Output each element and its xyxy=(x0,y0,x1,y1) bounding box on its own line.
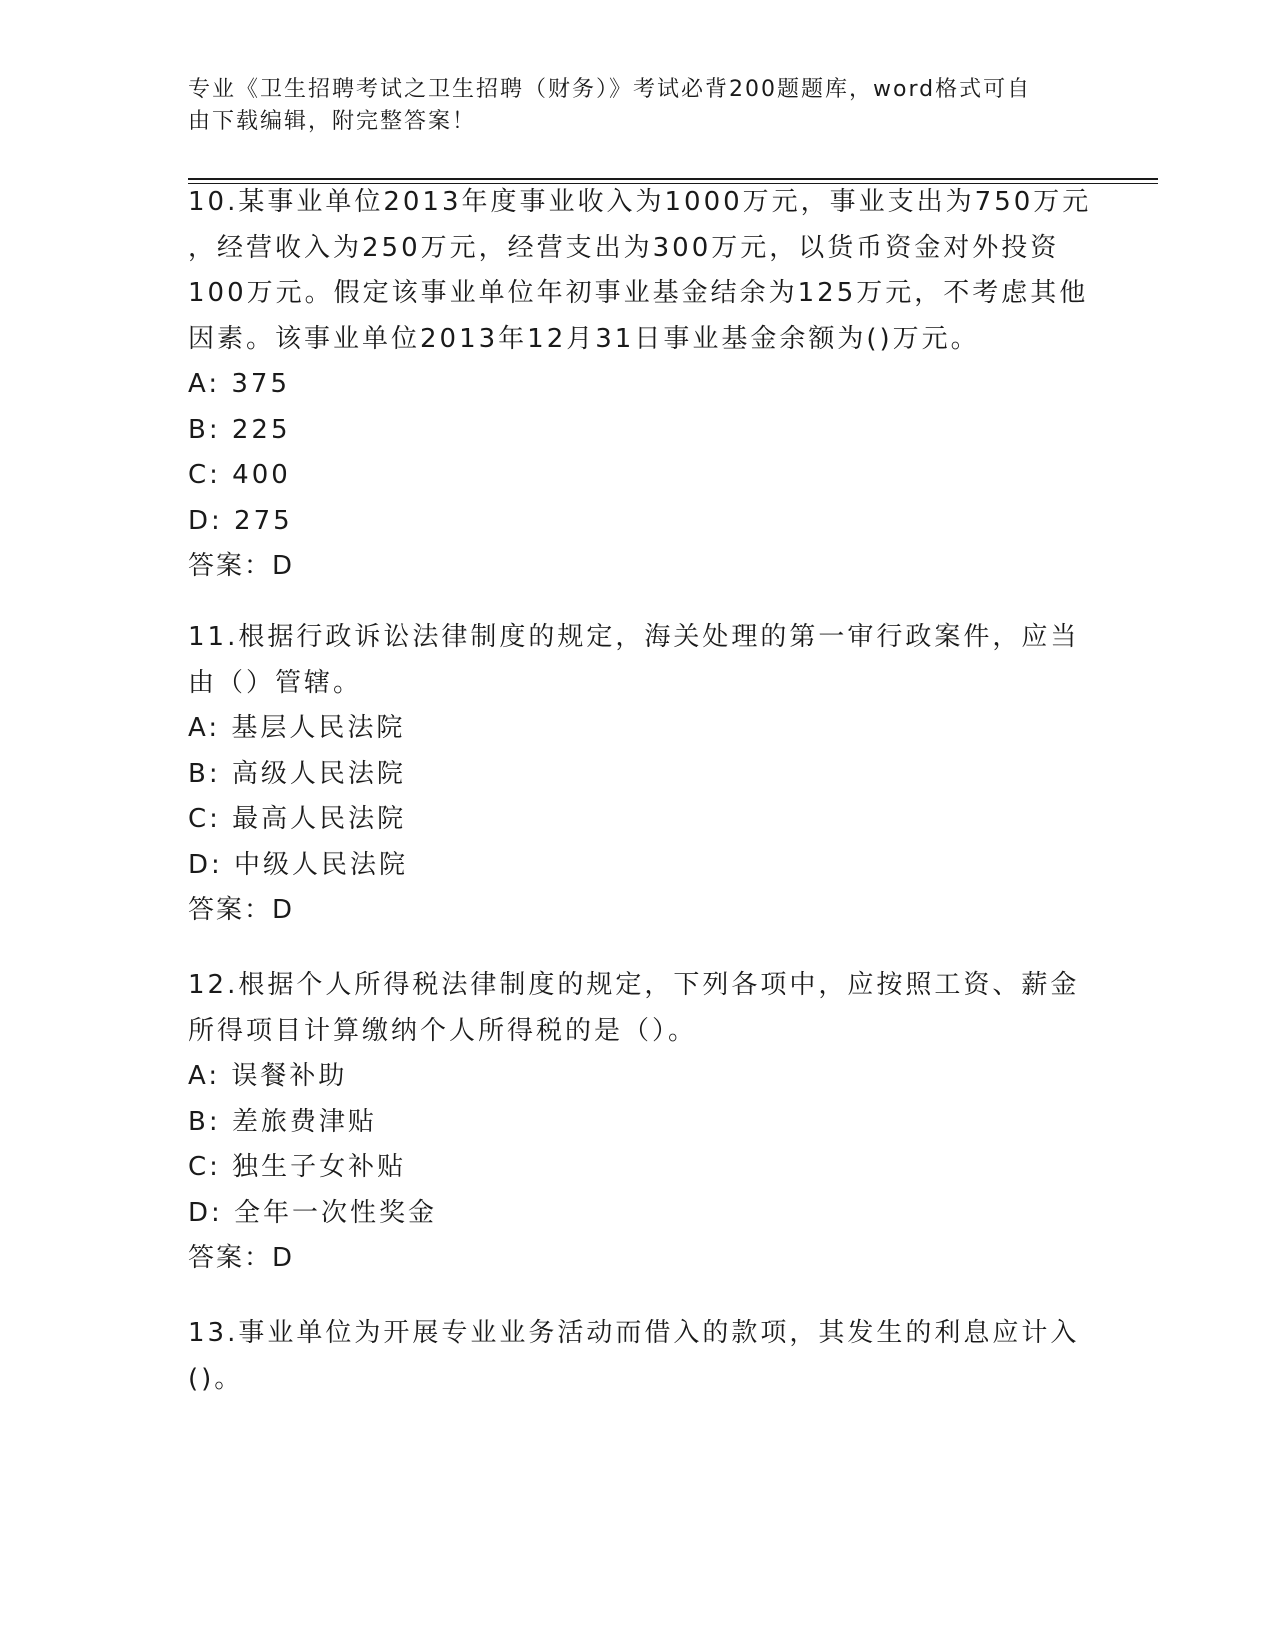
option-c: C: 最高人民法院 xyxy=(188,804,407,834)
option-b: B: 225 xyxy=(188,414,291,445)
question-line: 所得项目计算缴纳个人所得税的是（）。 xyxy=(188,1015,698,1046)
question-line: 100万元。假定该事业单位年初事业基金结余为125万元，不考虑其他 xyxy=(188,278,1089,308)
header-line-2: 由下载编辑，附完整答案！ xyxy=(188,109,477,134)
option-a: A: 误餐补助 xyxy=(188,1061,348,1091)
question-line: 因素。该事业单位2013年12月31日事业基金余额为()万元。 xyxy=(188,323,980,354)
option-c: C: 独生子女补贴 xyxy=(188,1152,407,1182)
option-d: D: 中级人民法院 xyxy=(188,849,409,880)
document-header xyxy=(188,74,1088,138)
option-c: C: 400 xyxy=(188,460,291,490)
question-text xyxy=(188,963,1088,1054)
question-line: ()。 xyxy=(188,1363,244,1394)
option-d: D: 全年一次性奖金 xyxy=(188,1197,438,1228)
question-12 xyxy=(188,963,1088,1282)
question-text xyxy=(188,1311,1088,1402)
question-line: 12.根据个人所得税法律制度的规定，下列各项中，应按照工资、薪金 xyxy=(188,970,1080,1000)
question-10 xyxy=(188,180,1092,590)
question-line: 10.某事业单位2013年度事业收入为1000万元，事业支出为750万元 xyxy=(188,187,1092,217)
question-line: 11.根据行政诉讼法律制度的规定，海关处理的第一审行政案件，应当 xyxy=(188,622,1080,652)
option-a: A: 基层人民法院 xyxy=(188,713,406,743)
option-b: B: 高级人民法院 xyxy=(188,758,406,789)
answer: 答案：D xyxy=(188,551,295,581)
header-line-1: 专业《卫生招聘考试之卫生招聘（财务）》考试必背200题题库，word格式可自 xyxy=(188,77,1032,102)
option-b: B: 差旅费津贴 xyxy=(188,1106,377,1137)
option-a: A: 375 xyxy=(188,369,290,399)
question-11 xyxy=(188,615,1088,934)
answer: 答案：D xyxy=(188,1243,295,1273)
question-line: 13.事业单位为开展专业业务活动而借入的款项，其发生的利息应计入 xyxy=(188,1318,1080,1348)
question-13 xyxy=(188,1311,1088,1402)
question-text xyxy=(188,180,1092,362)
answer: 答案：D xyxy=(188,895,295,925)
option-d: D: 275 xyxy=(188,505,293,536)
question-text xyxy=(188,615,1088,706)
question-line: 由（）管辖。 xyxy=(188,667,363,698)
question-line: ，经营收入为250万元，经营支出为300万元，以货币资金对外投资 xyxy=(188,232,1060,263)
